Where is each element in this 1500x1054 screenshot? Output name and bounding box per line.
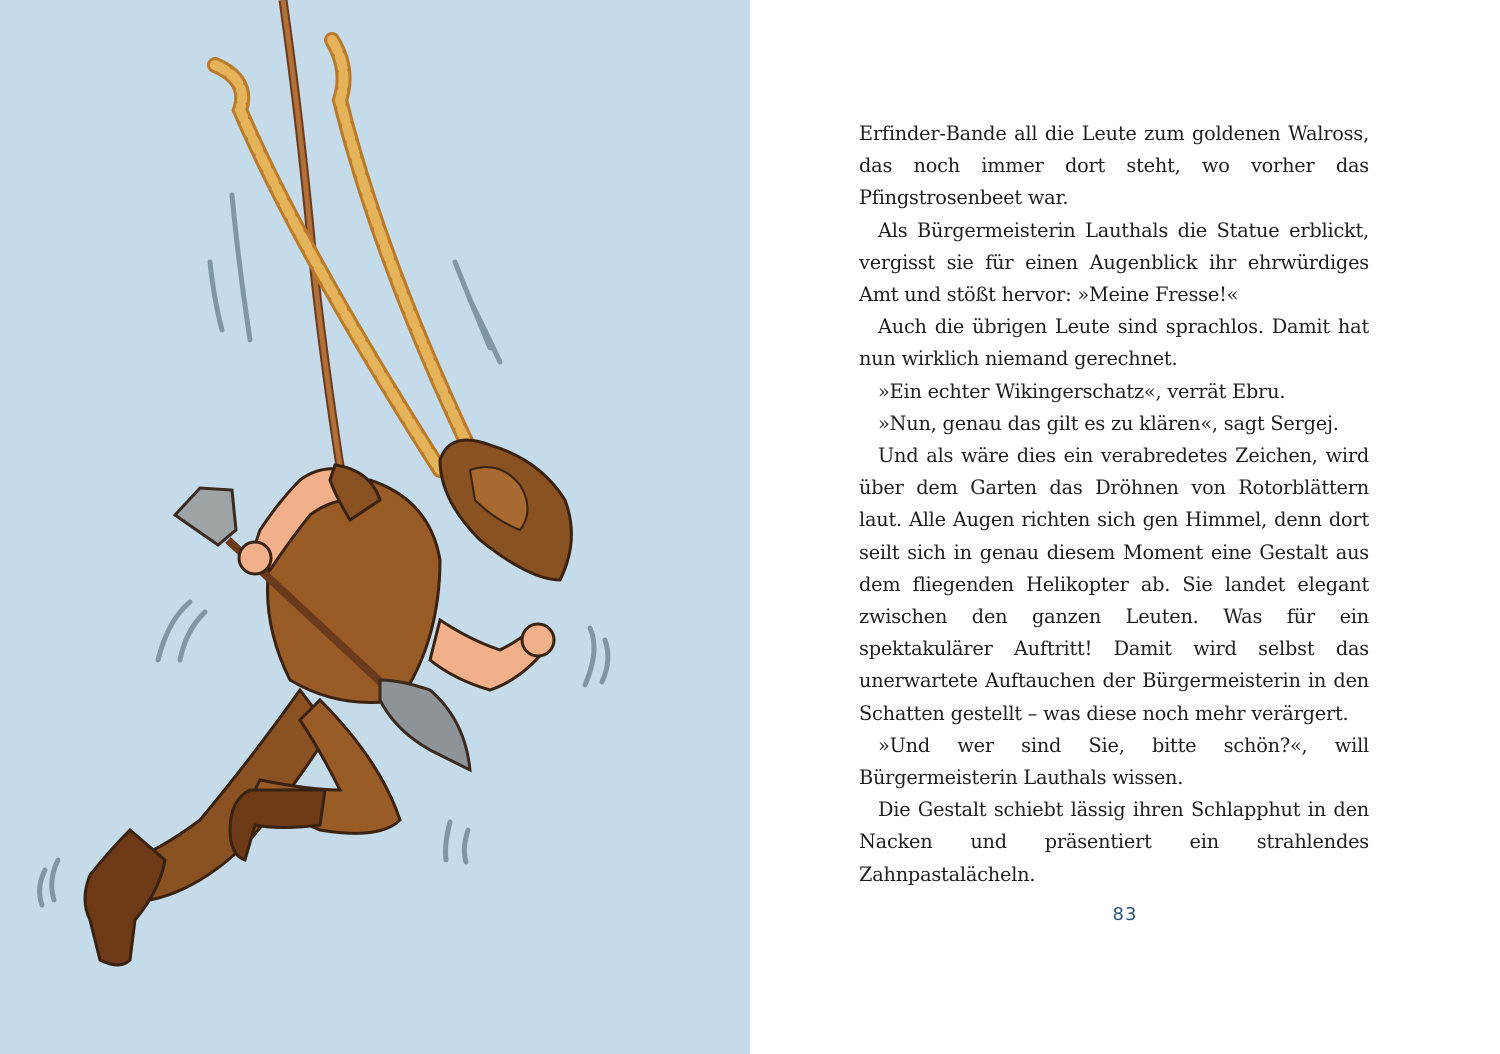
paragraph: Auch die übrigen Leute sind sprachlos. Damit hat nun wirklich niemand gerechnet. <box>859 315 1369 371</box>
paragraph: Und als wäre dies ein verabredetes Zeichen, wird über dem Garten das Dröhnen von Rotorblättern laut. Alle Augen richten sich gen Himmel, denn dort seilt sich in genau diesem Moment eine Gestalt aus dem fliegenden Helikopter ab. Sie landet elegant zwischen den ganzen Leuten. Was für ein spektakulärer Auftritt! Damit wird selbst das unerwartete Auftauchen der Bürgermeisterin in den Schatten gestellt – was diese noch mehr verärgert. <box>859 444 1369 725</box>
paragraph: »Nun, genau das gilt es zu klären«, sagt Sergej. <box>878 411 1339 435</box>
page-number: 83 <box>1112 904 1138 925</box>
text-page <box>750 0 1500 1054</box>
paragraph: Als Bürgermeisterin Lauthals die Statue erblickt, vergisst sie für einen Augenblick ihr ehrwürdiges Amt und stößt hervor: »Meine Fresse!« <box>859 218 1369 307</box>
hat-icon <box>440 440 571 580</box>
paragraph: Die Gestalt schiebt lässig ihren Schlapphut in den Nacken und präsentiert ein strahlendes Zahnpastalächeln. <box>859 798 1369 886</box>
paragraph: Erfinder-Bande all die Leute zum goldenen Walross, das noch immer dort steht, wo vorher das Pfingstrosenbeet war. <box>859 122 1369 210</box>
adventurer-figure <box>85 440 571 965</box>
braid-icon <box>215 40 470 470</box>
paragraph: »Und wer sind Sie, bitte schön?«, will Bürgermeisterin Lauthals wissen. <box>859 733 1369 790</box>
paragraph: »Ein echter Wikingerschatz«, verrät Ebru. <box>878 379 1286 403</box>
body-text <box>859 118 1369 891</box>
